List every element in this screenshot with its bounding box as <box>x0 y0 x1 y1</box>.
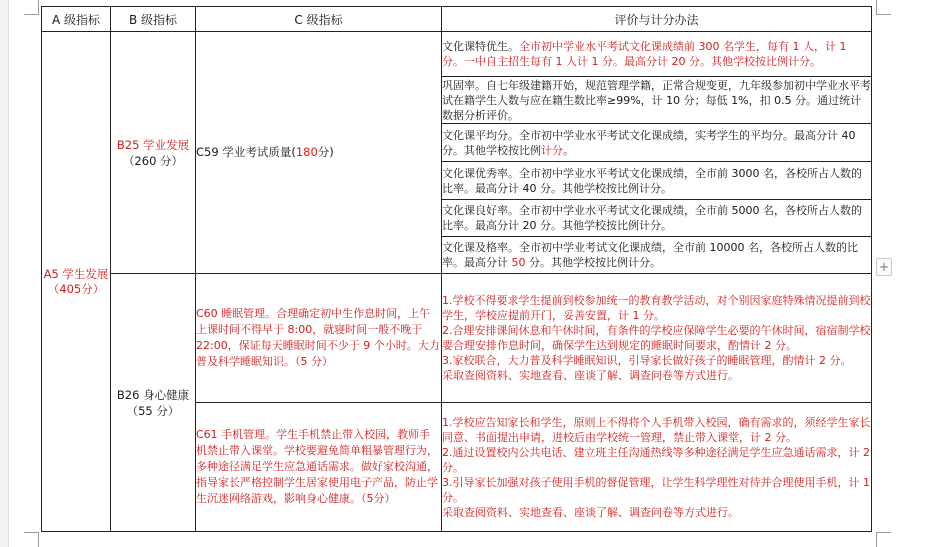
c60-eval-item: 1.学校不得要求学生提前到校参加统一的教育教学活动，对个别因家庭特殊情况提前到校学生，学校应提前开门，妥善安置，计 1 分。 <box>442 294 871 322</box>
c59-eval-lead: 文化课特优生。 <box>442 40 519 53</box>
c59-cell <box>196 32 442 274</box>
c61-text: C61 手机管理。学生手机禁止带入校园，教师手机禁止带入课堂。学校要避免简单粗暴管理行为，多种途径满足学生应急通话需求。做好家校沟通，指导家长严格控制学生居家使用电子产品，防止学生沉迷网络游戏，影响身心健康。（5分） <box>196 428 438 505</box>
c60-eval-item: 3.家校联合，大力普及科学睡眠知识，引导家长做好孩子的睡眠管理，酌情计 2 分。 <box>442 354 852 367</box>
corner-mark-bottom-left <box>24 532 39 547</box>
c60-eval-method: 采取查阅资料、实地查看、座谈了解、调查问卷等方式进行。 <box>442 369 739 382</box>
c60-cell <box>196 274 442 403</box>
b25-score: （260 分） <box>122 153 184 168</box>
b26-cell <box>111 274 196 532</box>
corner-mark-bottom-right <box>876 532 891 547</box>
c59-eval-lead: 文化课平均分。全市初中学业水平考试文化课成绩，实考学生的平均分。最高分计 40 分。其他学校按比例 <box>442 128 856 157</box>
c60-eval-item: 2.合理安排课间休息和午休时间，有条件的学校应保障学生必要的午休时间，宿宿制学校要合理安排作息时间，确保学生达到规定的睡眠时间要求，酌情计 2 分。 <box>442 324 871 352</box>
c59-text: C59 学业考试质量( <box>196 145 296 159</box>
c59-eval-lead: 文化课良好率。全市初中学业水平考试文化课成绩，全市前 5000 名，各校所占人数的比率。最高分计 20 分。其他学校按比例计分。 <box>442 204 862 232</box>
c59-score: 180 <box>295 145 318 159</box>
c61-eval-cell <box>442 403 872 532</box>
b25-name: B25 学业发展 <box>116 137 190 152</box>
b26-name: B26 身心健康 <box>116 387 190 402</box>
table-row <box>42 274 872 403</box>
c59-eval-red: 全市初中学业水平考试文化课成绩前 300 名学生，每有 1 人，计 1 分。一中自主招生每有 1 人计 1 分。最高分计 20 分。其他学校按比例计分。 <box>442 40 847 68</box>
b26-score: （55 分） <box>126 403 180 418</box>
header-b-level: B 级指标 <box>111 7 196 32</box>
header-evaluation: 评价与计分办法 <box>442 7 872 32</box>
c59-eval-red: 计分 <box>541 143 563 157</box>
c59-eval-tail: 。 <box>563 143 574 157</box>
c61-eval-item: 3.引导家长加强对孩子使用手机的督促管理，让学生科学理性对待并合理使用手机，计 1 分。 <box>442 475 870 504</box>
c59-eval-good <box>442 200 872 237</box>
page-left-edge <box>0 0 9 547</box>
c60-text: C60 睡眠管理。合理确定初中生作息时间，上午上课时间不得早于 8:00，就寝时间一般不晚于 22:00，保证每天睡眠时间不少于 9 个小时。大力普及科学睡眠知识。（5 分） <box>196 307 440 368</box>
corner-mark-top-right <box>876 0 891 15</box>
header-a-level: A 级指标 <box>42 7 111 32</box>
c59-eval-pass <box>442 237 872 274</box>
corner-mark-top-left <box>24 0 39 15</box>
header-c-level: C 级指标 <box>196 7 442 32</box>
c59-tail: 分) <box>317 145 334 159</box>
c59-eval-retention <box>442 77 872 124</box>
c59-eval-red: 50 <box>511 256 526 269</box>
c60-eval-cell <box>442 274 872 403</box>
c59-eval-lead: 文化课优秀率。全市初中学业水平考试文化课成绩，全市前 3000 名，各校所占人数的比率。最高分计 40 分。其他学校按比例计分。 <box>442 166 862 195</box>
c61-eval-method: 采取查阅资料、实地查看、座谈了解、调查问卷等方式进行。 <box>442 505 739 519</box>
c61-cell <box>196 403 442 532</box>
evaluation-table <box>41 6 872 532</box>
c59-eval-average <box>442 124 872 162</box>
table-add-column-button[interactable]: + <box>876 258 892 276</box>
c61-eval-item: 1.学校应告知家长和学生，原则上不得将个人手机带入校园，确有需求的，须经学生家长同意、书面提出申请，进校后由学校统一管理，禁止带入课堂，计 2 分。 <box>442 415 871 444</box>
header-row <box>42 7 872 32</box>
c59-eval-lead: 巩固率。自七年级建籍开始，规范管理学籍，正常合规变更，九年级参加初中学业水平考试在籍学生人数与应在籍生数比率≥99%，计 10 分；每低 1%，扣 0.5 分。通过统计数据分析评价。 <box>442 78 871 122</box>
c59-eval-tail: 分。其他学校按比例计分。 <box>525 256 661 269</box>
b25-cell <box>111 32 196 274</box>
a5-cell <box>42 32 111 532</box>
c59-eval-special <box>442 32 872 77</box>
a5-label: A5 学生发展（405分） <box>43 266 109 296</box>
table-row <box>42 32 872 77</box>
c61-eval-item: 2.通过设置校内公共电话、建立班主任沟通热线等多种途径满足学生应急通话需求，计 2 分。 <box>442 445 870 474</box>
c59-eval-lead: 文化课及格率。全市初中学业考试文化课成绩，全市前 10000 名，各校所占人数的比率。最高分计 <box>442 241 858 269</box>
c59-eval-excellent <box>442 162 872 200</box>
